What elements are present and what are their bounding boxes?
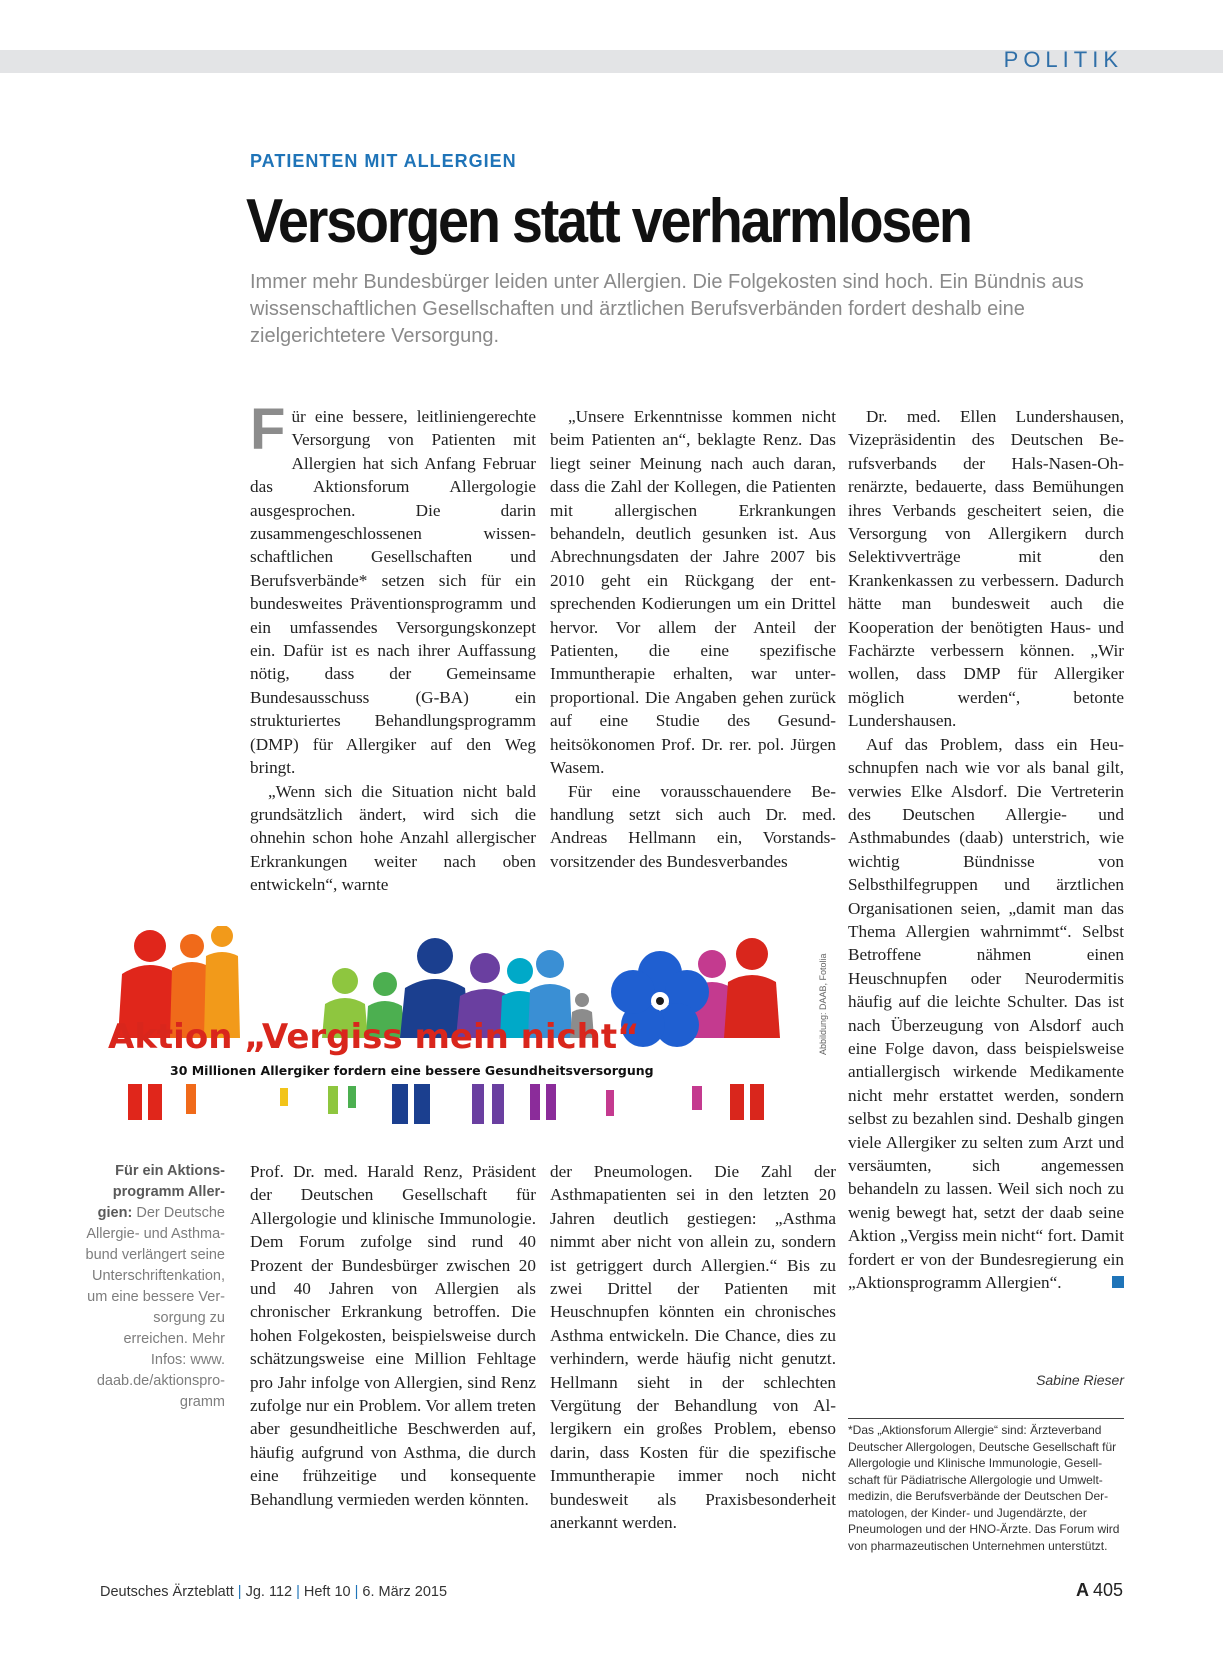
paragraph: Für eine vorausschauendere Behandlung setzt sich auch Dr. med. Andreas Hellmann ein, Vorstandsvorsitzender des Bundesverbandes — [550, 781, 836, 871]
column-2-top — [550, 405, 836, 873]
divider: | — [237, 1584, 242, 1600]
paragraph-text: ür eine bessere, leitliniengerechte Versorgung von Patienten mit Allergien hat sich Anfang Februar das Aktionsforum Allergologie ausgesprochen. Die darin zusammengeschlossenen wissenschaftlichen Gesellschaften und Berufsverbände* setzen sich für ein bundesweites Präventionsprogramm und ein umfassendes Versorgungskonzept ein. Dafür ist es nach ihrer Auffassung nötig, dass der Gemeinsame Bundesausschuss (G-BA) ein strukturiertes Behandlungsprogramm (DMP) für Allergiker auf den Weg bringt. — [250, 407, 536, 778]
date: 6. März 2015 — [362, 1584, 448, 1600]
issue: Heft 10 — [303, 1584, 351, 1600]
legs-silhouettes — [128, 1084, 764, 1124]
caption-bold: Für ein Aktionsprogramm Allergien: — [97, 1163, 225, 1221]
column-1-bottom — [250, 1160, 536, 1511]
page-number-value: 405 — [1092, 1580, 1123, 1600]
paragraph: Dr. med. Ellen Lundershausen, Vizepräsidentin des Deutschen Berufsverbands der Hals-Nasen-Ohrenärzte, bedauerte, dass Bemühungen ihres Verbands gescheitert seien, die Versorgung von Allergikern durch Selektivverträge mit den Krankenkassen zu verbessern. Dadurch hätte man bundesweit auch die Kooperation der benötigten Haus- und Fachärzte verbessern können. „Wir wollen, dass DMP für Allergiker möglich werden“, betonte Lundershausen. — [848, 407, 1124, 731]
journal-name: Deutsches Ärzteblatt — [100, 1584, 234, 1600]
paragraph: der Pneumologen. Die Zahl der Asthmapatienten sei in den letzten 20 Jahren deutlich gestiegen: „Asthma nimmt aber nicht von allein zu, sondern ist getriggert durch Allergien.“ Bis zu zwei Drittel der Patienten mit Heuschnupfen könnten ein chronisches Asthma entwickeln. Die Chance, dies zu verhindern, werde häufig nicht genutzt. Hellmann sieht in der schlechten Vergütung der Behandlung von Allergikern ein großes Problem, ebenso darin, dass Kosten für die spezifische Immuntherapie immer noch nicht bundesweit als Praxisbesonderheit anerkannt werden. — [550, 1162, 836, 1533]
image-credit: Abbildung: DAAB, Fotolia — [818, 953, 828, 1055]
section-label: POLITIK — [1003, 47, 1123, 72]
author: Sabine Rieser — [1036, 1372, 1124, 1388]
footnote: *Das „Aktionsforum Allergie“ sind: Ärzteverband Deutscher Allergologen, Deutsche Gesellschaft für Allergologie und Klinische Immunologie, Gesellschaft für Pädiatrische Allergologie und Umweltmedizin, die Berufsverbände der Deutschen Dermatologen, der Kinder- und Jugendärzte, der Pneumologen und der HNO-Ärzte. Das Forum wird von pharmazeutischen Unternehmen unterstützt. — [848, 1423, 1120, 1553]
footnote-divider — [848, 1418, 1124, 1419]
drop-cap: F — [250, 397, 286, 462]
campaign-banner-image — [100, 926, 820, 1126]
paragraph — [250, 397, 536, 780]
caption-text: Der Deutsche Allergie- und Asthmabund verlängert seine Unterschriftenkation, um eine bessere Versorgung zu erreichen. Mehr Infos: www. daab.de/aktionsprogramm — [85, 1205, 225, 1410]
banner-title: Aktion „Vergiss mein nicht“ — [108, 1017, 640, 1057]
banner-subtitle: 30 Millionen Allergiker fordern eine bessere Gesundheitsversorgung — [170, 1063, 654, 1078]
column-1-top — [250, 397, 536, 897]
footer — [100, 1584, 447, 1600]
article-kicker: PATIENTEN MIT ALLERGIEN — [250, 151, 517, 171]
article-lead: Immer mehr Bundesbürger leiden unter Allergien. Die Folgekosten sind hoch. Ein Bündnis aus wissenschaftlichen Gesellschaften und ärztlichen Berufsverbänden fordert deshalb eine zielgerichtetere Versorgung. — [250, 271, 1084, 347]
paragraph: Prof. Dr. med. Harald Renz, Präsident der Deutschen Gesellschaft für Allergologie und klinische Immunologie. Dem Forum zufolge sind rund 40 Prozent der Bundesbürger zwischen 20 und 40 Jahren von Allergien als chronischer Erkrankung betroffen. Die hohen Folgekosten, beispielsweise durch schätzungsweise eine Million Fehltage pro Jahr infolge von Allergien, sind Renz zufolge nur ein Problem. Vor allem treten aber gesundheitliche Beschwerden auf, häufig aufgrund von Asthma, die durch eine frühzeitige und konsequente Behandlung vermieden werden könnten. — [250, 1162, 536, 1509]
paragraph-text: Auf das Problem, dass ein Heuschnupfen nach wie vor als banal gilt, verwies Elke Alsdorf. Die Vertreterin des Deutschen Allergie- und Asthmabundes (daab) unterstrich, wie wichtig Bündnisse von Selbsthilfegruppen und ärztlichen Organisationen seien, „damit man das Thema Allergien wahrnimmt“. Selbst Betroffene nähmen einen Heuschnupfen oder Neurodermitis häufig auf die leichte Schulter. Das ist nach Überzeugung von Alsdorf auch eine Folge davon, dass beispielsweise antiallergisch wirkende Medikamente nicht mehr erstattet werden, sondern selbst zu bezahlen sind. Deshalb gingen viele Allergiker zu selten zum Arzt und versäumten, sich angemessen behandeln zu lassen. Weil sich noch zu wenig bewegt hat, setzt der daab seine Aktion „Vergiss mein nicht“ fort. Damit fordert er von der Bundesregierung ein „Aktionsprogramm Allergien“. — [848, 734, 1124, 1293]
page-number — [1076, 1580, 1123, 1601]
paragraph: „Wenn sich die Situation nicht bald grundsätzlich ändert, wird sich die ohnehin schon hohe Anzahl allergischer Erkrankungen weiter nach oben entwickeln“, warnte — [250, 781, 536, 895]
column-3 — [848, 405, 1124, 1294]
paragraph — [848, 733, 1124, 1295]
paragraph: „Unsere Erkenntnisse kommen nicht beim Patienten an“, beklagte Renz. Das liegt seiner Meinung nach auch daran, dass die Zahl der Kollegen, die Patienten mit allergischen Erkrankungen behandeln, deutlich gesunken ist. Aus Abrechnungsdaten der Jahre 2007 bis 2010 geht ein Rückgang der entsprechenden Kodierungen um ein Drittel hervor. Vor allem der Anteil der Patienten, die eine spezifische Immuntherapie erhalten, war unterproportional. Die Angaben gehen zurück auf eine Studie des Gesundheitsökonomen Prof. Dr. rer. pol. Jürgen Wasem. — [550, 407, 836, 778]
divider: | — [354, 1584, 359, 1600]
article-headline: Versorgen statt verharmlosen — [246, 187, 971, 256]
divider: | — [296, 1584, 300, 1600]
column-2-bottom — [550, 1160, 836, 1535]
page-prefix: A — [1075, 1580, 1089, 1600]
end-mark-icon — [1112, 1276, 1124, 1288]
volume: Jg. 112 — [245, 1584, 293, 1600]
image-caption — [85, 1161, 225, 1413]
